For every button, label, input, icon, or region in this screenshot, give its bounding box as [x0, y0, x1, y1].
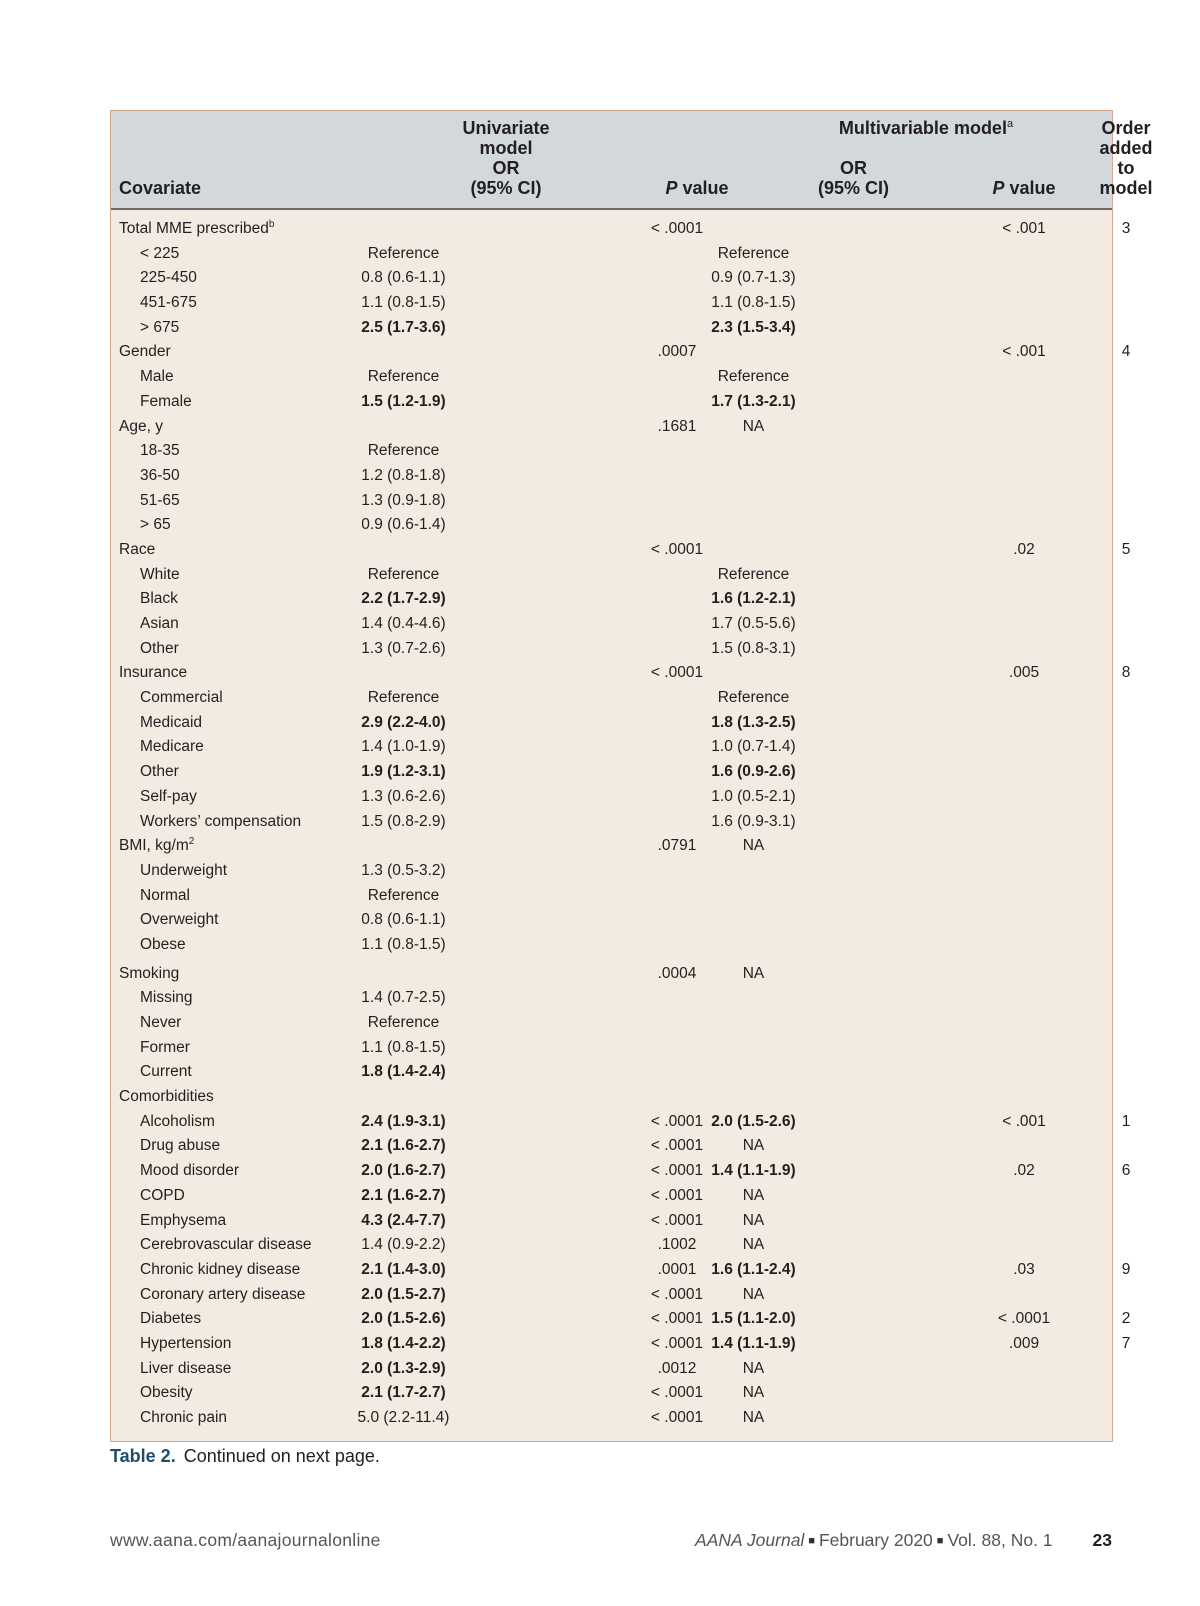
multivariable-or-cell: NA — [742, 1186, 765, 1204]
table-row — [111, 217, 1131, 242]
univariate-p-value-cell: < .0001 — [650, 1137, 704, 1155]
multivariable-or-cell: NA — [742, 1236, 765, 1254]
multivariable-or-cell: 1.1 (0.8-1.5) — [711, 294, 796, 312]
order-added-cell: 3 — [1121, 220, 1131, 237]
footer-citation — [695, 1530, 1112, 1551]
univariate-or-cell: 2.2 (1.7-2.9) — [361, 590, 446, 608]
covariate-cell: Male — [140, 368, 174, 386]
table-row — [111, 1258, 1131, 1283]
covariate-cell: Overweight — [140, 911, 219, 929]
univariate-or-cell: 1.3 (0.9-1.8) — [361, 491, 446, 509]
univariate-or-cell: 2.1 (1.7-2.7) — [361, 1384, 446, 1402]
page-number: 23 — [1092, 1530, 1112, 1550]
univariate-p-value-cell: < .0001 — [650, 1285, 704, 1303]
covariate-cell: COPD — [140, 1186, 185, 1204]
covariate-cell: Female — [140, 392, 192, 410]
covariate-cell: Commercial — [140, 689, 223, 707]
multivariable-p-value-cell: .03 — [1013, 1260, 1035, 1278]
univariate-or-cell: Reference — [367, 886, 440, 904]
header-multivariable-model: Multivariable model$^a$ — [838, 118, 1014, 138]
table-row — [111, 810, 1112, 835]
univariate-or-cell: 2.0 (1.5-2.6) — [361, 1310, 446, 1328]
covariate-cell: Self-pay — [140, 787, 197, 805]
table-row — [111, 439, 1112, 464]
univariate-p-value-cell: < .0001 — [650, 1384, 704, 1402]
multivariable-p-value-cell: < .0001 — [997, 1310, 1051, 1328]
order-added-cell: 2 — [1121, 1310, 1131, 1328]
table-row — [111, 933, 1112, 958]
univariate-or-cell: 2.1 (1.6-2.7) — [361, 1186, 446, 1204]
multivariable-or-cell: 1.6 (1.2-2.1) — [711, 590, 796, 608]
covariate-cell: Missing — [140, 989, 193, 1007]
univariate-p-value-cell: < .0001 — [650, 1112, 704, 1130]
univariate-p-value-cell: .1681 — [657, 417, 697, 435]
covariate-cell: 451-675 — [140, 294, 197, 312]
covariate-cell: Underweight — [140, 861, 228, 879]
table-row — [111, 834, 1112, 859]
univariate-or-cell: 4.3 (2.4-7.7) — [361, 1211, 446, 1229]
univariate-p-value-cell: < .0001 — [650, 1211, 704, 1229]
table-row — [111, 760, 1112, 785]
univariate-or-cell: 2.0 (1.5-2.7) — [361, 1285, 446, 1303]
table-row — [111, 489, 1112, 514]
order-added-cell: 7 — [1121, 1334, 1131, 1352]
multivariable-or-cell: 1.5 (0.8-3.1) — [711, 639, 796, 657]
covariate-cell: Hypertension — [140, 1334, 232, 1352]
univariate-or-cell: 2.1 (1.6-2.7) — [361, 1137, 446, 1155]
univariate-or-cell: 2.0 (1.6-2.7) — [361, 1162, 446, 1180]
order-added-cell: 6 — [1121, 1162, 1131, 1180]
header-univariate: Univariate model OR (95% CI) — [462, 118, 550, 198]
multivariable-p-value-cell: < .001 — [1002, 1112, 1046, 1130]
univariate-or-cell: 1.3 (0.5-3.2) — [361, 861, 446, 879]
univariate-p-value-cell: < .0001 — [650, 1162, 704, 1180]
table-row — [111, 1283, 1112, 1308]
covariate-cell: Liver disease — [140, 1359, 232, 1377]
multivariable-p-value-cell: < .001 — [1002, 343, 1046, 361]
univariate-or-cell: Reference — [367, 565, 440, 583]
covariate-cell: Emphysema — [140, 1211, 227, 1229]
multivariable-or-cell: Reference — [717, 368, 790, 386]
univariate-or-cell: Reference — [367, 244, 440, 262]
univariate-p-value-cell: < .0001 — [650, 664, 704, 682]
univariate-or-cell: 1.1 (0.8-1.5) — [361, 935, 446, 953]
covariate-cell: Age, y — [119, 417, 163, 435]
univariate-or-cell: 1.8 (1.4-2.2) — [361, 1334, 446, 1352]
covariate-cell: Gender — [119, 343, 171, 361]
header-covariate: Covariate — [119, 178, 202, 198]
table-row — [111, 1209, 1112, 1234]
covariate-cell: Black — [140, 590, 178, 608]
table-row — [111, 340, 1131, 365]
univariate-or-cell: 1.1 (0.8-1.5) — [361, 294, 446, 312]
multivariable-or-cell: 2.0 (1.5-2.6) — [711, 1112, 796, 1130]
multivariable-or-cell: 1.6 (0.9-3.1) — [711, 812, 796, 830]
multivariable-p-value-cell: < .001 — [1002, 220, 1046, 237]
covariate-cell: Chronic kidney disease — [140, 1260, 301, 1278]
univariate-or-cell: 1.4 (0.9-2.2) — [361, 1236, 446, 1254]
univariate-or-cell: 1.4 (0.4-4.6) — [361, 615, 446, 632]
multivariable-or-cell: NA — [742, 1359, 765, 1377]
multivariable-or-cell: Reference — [717, 689, 790, 707]
table-row — [111, 1357, 1112, 1382]
multivariable-or-cell: 1.0 (0.7-1.4) — [711, 738, 796, 756]
table-row — [111, 785, 1112, 810]
table-row — [111, 612, 1112, 637]
univariate-p-value-cell: < .0001 — [650, 540, 704, 558]
covariate-cell: Comorbidities — [119, 1088, 214, 1106]
footer-issue-date: February 2020 — [818, 1530, 933, 1550]
table-row — [111, 365, 1112, 390]
covariate-cell: Current — [140, 1063, 192, 1081]
table-row — [111, 637, 1112, 662]
univariate-or-cell: Reference — [367, 442, 440, 460]
covariate-cell: Normal — [140, 886, 190, 904]
univariate-or-cell: 1.4 (0.7-2.5) — [361, 989, 446, 1007]
covariate-cell: Total MME prescribed$^b$ — [119, 219, 275, 237]
multivariable-or-cell: 1.7 (1.3-2.1) — [711, 392, 796, 410]
univariate-p-value-cell: .0012 — [657, 1359, 697, 1377]
square-bullet-icon: ■ — [936, 1535, 944, 1547]
table-row — [111, 464, 1112, 489]
results-table — [110, 110, 1153, 1442]
multivariable-or-cell: NA — [742, 1137, 765, 1155]
multivariable-or-cell: NA — [742, 1285, 765, 1303]
covariate-cell: Medicaid — [140, 713, 203, 731]
order-added-cell: 9 — [1121, 1260, 1131, 1278]
covariate-cell: Chronic pain — [140, 1409, 228, 1426]
table-row — [111, 1184, 1112, 1209]
multivariable-or-cell: 1.6 (0.9-2.6) — [711, 763, 796, 781]
univariate-or-cell: 0.8 (0.6-1.1) — [361, 911, 446, 929]
covariate-cell: Cerebrovascular disease — [140, 1236, 312, 1254]
multivariable-p-value-cell: .005 — [1008, 664, 1040, 682]
univariate-or-cell: 1.5 (0.8-2.9) — [361, 812, 446, 830]
table-row — [111, 1060, 1112, 1085]
table-row — [111, 587, 1112, 612]
covariate-cell: Workers’ compensation — [140, 812, 302, 830]
table-row — [111, 1085, 1112, 1110]
table-body — [111, 210, 1131, 1441]
univariate-or-cell: Reference — [367, 1014, 440, 1031]
table-row — [111, 1406, 1112, 1431]
multivariable-or-cell: 2.3 (1.5-3.4) — [711, 318, 796, 336]
multivariable-or-cell: NA — [742, 964, 765, 982]
multivariable-or-cell: NA — [742, 1211, 765, 1229]
header-p-value-univariate: P value — [665, 178, 729, 198]
covariate-cell: Diabetes — [140, 1310, 202, 1328]
order-added-cell: 8 — [1121, 664, 1131, 682]
covariate-cell: BMI, $kg/m^2$ — [119, 836, 195, 855]
covariate-cell: > 675 — [140, 318, 180, 336]
univariate-p-value-cell: < .0001 — [650, 1310, 704, 1328]
multivariable-or-cell: 1.0 (0.5-2.1) — [711, 787, 796, 805]
header-or-multivariable: OR (95% CI) — [817, 158, 889, 198]
table-row — [111, 1381, 1112, 1406]
multivariable-p-value-cell: .009 — [1008, 1334, 1040, 1352]
table-row — [111, 908, 1112, 933]
table-row — [111, 986, 1112, 1011]
covariate-cell: Never — [140, 1014, 182, 1031]
multivariable-or-cell: 1.8 (1.3-2.5) — [711, 713, 796, 731]
table-row — [111, 1134, 1112, 1159]
table-row — [111, 1110, 1131, 1135]
table-row — [111, 1011, 1112, 1036]
univariate-or-cell: 2.4 (1.9-3.1) — [361, 1112, 446, 1130]
multivariable-or-cell: NA — [742, 1384, 765, 1402]
table-row — [111, 1159, 1131, 1184]
univariate-or-cell: 2.9 (2.2-4.0) — [361, 713, 446, 731]
multivariable-or-cell: 1.4 (1.1-1.9) — [711, 1334, 796, 1352]
univariate-or-cell: Reference — [367, 689, 440, 707]
univariate-p-value-cell: .0791 — [657, 837, 697, 855]
covariate-cell: Obese — [140, 935, 186, 953]
multivariable-p-value-cell: .02 — [1013, 540, 1035, 558]
covariate-cell: 18-35 — [140, 442, 180, 460]
table-row — [111, 1233, 1112, 1258]
header-p-value-multivariable: P value — [992, 178, 1056, 198]
covariate-cell: Other — [140, 763, 179, 781]
table-header — [111, 111, 1153, 210]
table-row — [111, 962, 1112, 987]
order-added-cell: 5 — [1121, 540, 1131, 558]
footer-volume: Vol. 88, No. 1 — [947, 1530, 1053, 1550]
univariate-or-cell: 0.9 (0.6-1.4) — [361, 516, 446, 534]
univariate-or-cell: 2.5 (1.7-3.6) — [361, 318, 446, 336]
table-row — [111, 859, 1112, 884]
covariate-cell: 225-450 — [140, 269, 197, 287]
covariate-cell: Race — [119, 540, 156, 558]
covariate-cell: Former — [140, 1038, 190, 1056]
univariate-or-cell: Reference — [367, 368, 440, 386]
covariate-cell: 51-65 — [140, 491, 180, 509]
univariate-or-cell: 1.3 (0.7-2.6) — [361, 639, 446, 657]
covariate-cell: Alcoholism — [140, 1112, 215, 1130]
order-added-cell: 1 — [1121, 1112, 1131, 1130]
table-row — [111, 538, 1131, 563]
table-row — [111, 291, 1112, 316]
table-caption-label: Table 2. — [110, 1446, 176, 1466]
univariate-or-cell: 1.4 (1.0-1.9) — [361, 738, 446, 756]
multivariable-or-cell: NA — [742, 417, 765, 435]
univariate-p-value-cell: < .0001 — [650, 220, 704, 237]
table-caption — [110, 1446, 380, 1467]
covariate-cell: Insurance — [119, 664, 188, 682]
covariate-cell: 36-50 — [140, 466, 180, 484]
covariate-cell: Smoking — [119, 964, 180, 982]
table-row — [111, 686, 1112, 711]
multivariable-or-cell: 1.5 (1.1-2.0) — [711, 1310, 796, 1328]
header-order-added: Order added to model — [1099, 118, 1153, 198]
multivariable-or-cell: NA — [742, 837, 765, 855]
univariate-or-cell: 1.2 (0.8-1.8) — [361, 466, 446, 484]
multivariable-p-value-cell: .02 — [1013, 1162, 1035, 1180]
table-row — [111, 242, 1112, 267]
covariate-cell: < 225 — [140, 244, 180, 262]
table-caption-text: Continued on next page. — [183, 1446, 380, 1466]
covariate-cell: Obesity — [140, 1384, 193, 1402]
covariate-cell: Medicare — [140, 738, 204, 756]
square-bullet-icon: ■ — [808, 1535, 815, 1547]
covariate-cell: Other — [140, 639, 179, 657]
table-row — [111, 661, 1131, 686]
univariate-or-cell: 5.0 (2.2-11.4) — [357, 1409, 450, 1426]
univariate-p-value-cell: .1002 — [657, 1236, 697, 1254]
univariate-p-value-cell: .0007 — [657, 343, 697, 361]
table-row — [111, 513, 1112, 538]
multivariable-or-cell: 0.9 (0.7-1.3) — [711, 269, 796, 287]
univariate-p-value-cell: .0001 — [657, 1260, 697, 1278]
univariate-p-value-cell: < .0001 — [650, 1334, 704, 1352]
univariate-or-cell: 1.8 (1.4-2.4) — [361, 1063, 446, 1081]
univariate-or-cell: 1.5 (1.2-1.9) — [361, 392, 446, 410]
multivariable-or-cell: 1.7 (0.5-5.6) — [711, 615, 796, 632]
multivariable-or-cell: NA — [742, 1409, 765, 1426]
univariate-or-cell: 2.1 (1.4-3.0) — [361, 1260, 446, 1278]
univariate-or-cell: 1.1 (0.8-1.5) — [361, 1038, 446, 1056]
covariate-cell: Drug abuse — [140, 1137, 221, 1155]
univariate-p-value-cell: < .0001 — [650, 1186, 704, 1204]
table-row — [111, 415, 1112, 440]
table-row — [111, 266, 1112, 291]
table-row — [111, 390, 1112, 415]
covariate-cell: Mood disorder — [140, 1162, 240, 1180]
univariate-or-cell: 2.0 (1.3-2.9) — [361, 1359, 446, 1377]
table-row — [111, 711, 1112, 736]
covariate-cell: Coronary artery disease — [140, 1285, 306, 1303]
table-row — [111, 1332, 1131, 1357]
univariate-or-cell: 0.8 (0.6-1.1) — [361, 269, 446, 287]
table-row — [111, 563, 1112, 588]
table-row — [111, 1307, 1131, 1332]
multivariable-or-cell: 1.6 (1.1-2.4) — [711, 1260, 796, 1278]
table-row — [111, 316, 1112, 341]
multivariable-or-cell: Reference — [717, 244, 790, 262]
univariate-p-value-cell: < .0001 — [650, 1409, 704, 1426]
multivariable-or-cell: 1.4 (1.1-1.9) — [711, 1162, 796, 1180]
univariate-p-value-cell: .0004 — [657, 964, 697, 982]
table-row — [111, 1036, 1112, 1061]
table-row — [111, 735, 1112, 760]
covariate-cell: > 65 — [140, 516, 171, 534]
covariate-cell: Asian — [140, 615, 179, 632]
covariate-cell: White — [140, 565, 180, 583]
footer-journal: AANA Journal — [695, 1530, 805, 1550]
table-row — [111, 884, 1112, 909]
order-added-cell: 4 — [1121, 343, 1131, 361]
multivariable-or-cell: Reference — [717, 565, 790, 583]
univariate-or-cell: 1.9 (1.2-3.1) — [361, 763, 446, 781]
footer-url: www.aana.com/aanajournalonline — [110, 1530, 381, 1550]
univariate-or-cell: 1.3 (0.6-2.6) — [361, 787, 446, 805]
